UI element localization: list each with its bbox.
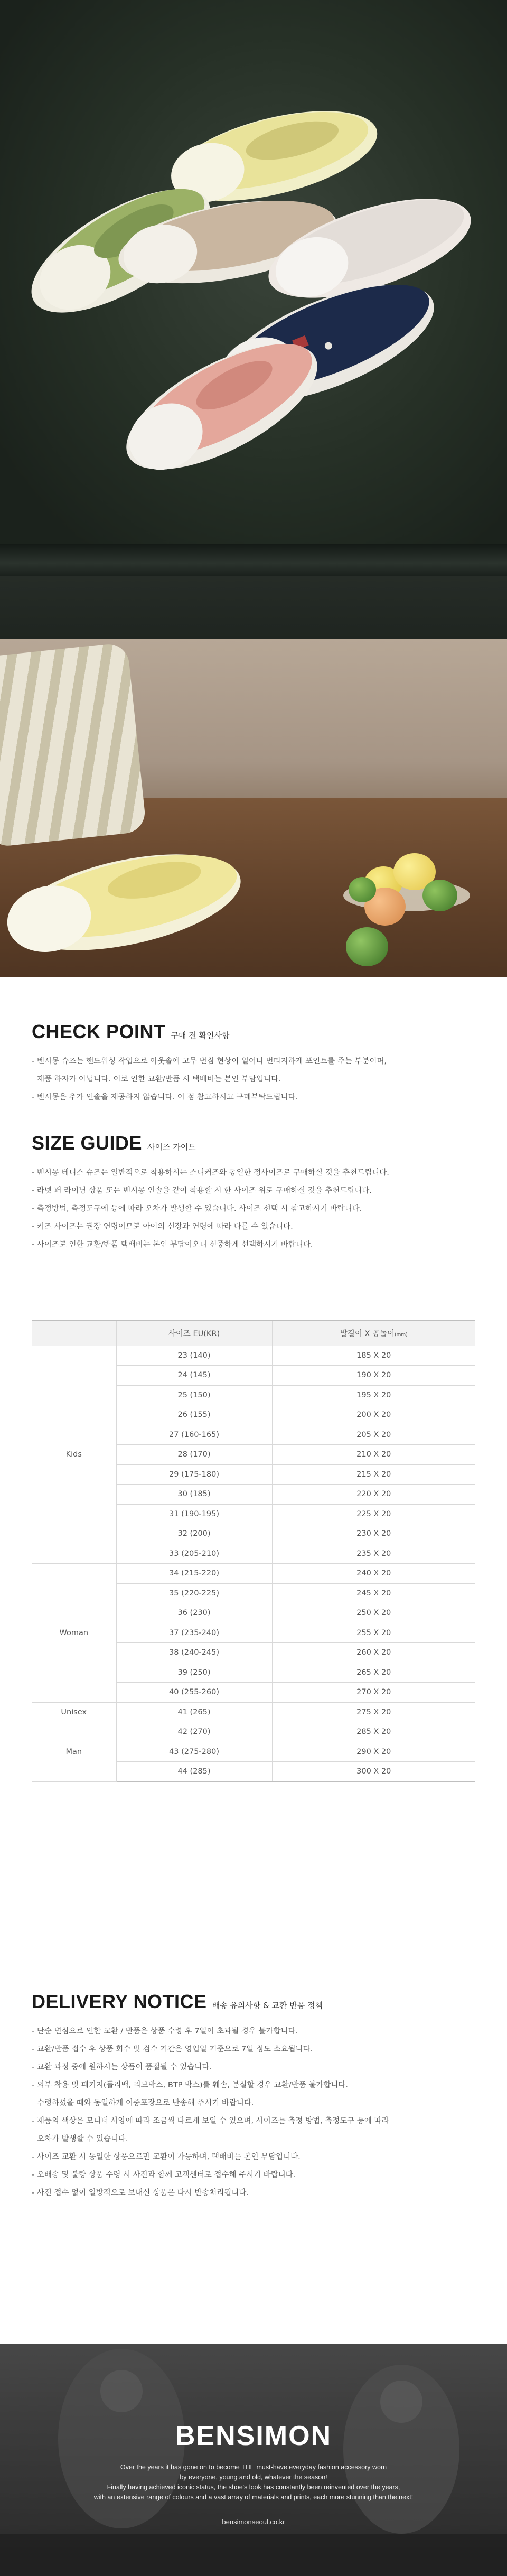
list-item: - 외부 착용 및 패키지(폴리백, 리브박스, BTP 박스)를 훼손, 분실할 경우 교환/반품 불가합니다. [32,2081,348,2089]
yellow-shoe-illustration [0,639,507,977]
size-cell: 28 (170) [116,1445,272,1465]
length-cell: 285 X 20 [272,1722,475,1742]
length-cell: 200 X 20 [272,1405,475,1425]
category-cell-man: Man [32,1722,116,1782]
list-item: - 키즈 사이즈는 권장 연령이므로 아이의 신장과 연령에 따라 다를 수 있습니다. [32,1222,293,1231]
product-photo-shoes-on-sofa [0,0,507,639]
length-cell: 260 X 20 [272,1643,475,1663]
product-photo-shoe-with-lemons [0,639,507,977]
brand-logo: BENSIMON [175,2421,332,2451]
size-cell: 27 (160-165) [116,1425,272,1445]
table-header-category [32,1320,116,1346]
foot-length-label: 발길이 X 공놀이 [340,1329,395,1338]
size-cell: 24 (145) [116,1366,272,1386]
size-guide-subtitle: 사이즈 가이드 [147,1142,196,1152]
length-cell: 240 X 20 [272,1564,475,1584]
size-cell: 32 (200) [116,1524,272,1544]
size-cell: 30 (185) [116,1485,272,1505]
list-item: 오차가 발생할 수 있습니다. [37,2135,128,2143]
length-cell: 245 X 20 [272,1583,475,1603]
size-cell: 43 (275-280) [116,1742,272,1762]
description-line: with an extensive range of colours and a vast array of materials and prints, each more stunning than the next! [93,2494,414,2501]
table-header-foot-length [272,1320,475,1346]
size-cell: 41 (265) [116,1702,272,1722]
description-line: by everyone, young and old, whatever the season! [180,2474,327,2481]
size-table-wrapper [0,1320,507,1991]
check-point-title: CHECK POINT [32,1021,166,1042]
length-cell: 210 X 20 [272,1445,475,1465]
foot-length-unit: (mm) [395,1332,408,1338]
table-row [32,1564,475,1584]
length-cell: 205 X 20 [272,1425,475,1445]
brand-description [0,2462,507,2503]
size-cell: 39 (250) [116,1663,272,1683]
size-cell: 42 (270) [116,1722,272,1742]
brand-footer-banner [0,2344,507,2576]
length-cell: 220 X 20 [272,1485,475,1505]
list-item: - 벤시몽 테니스 슈즈는 일반적으로 착용하시는 스니커즈와 동일한 정사이즈로 구매하실 것을 추천드립니다. [32,1169,389,1177]
check-point-subtitle: 구매 전 확인사항 [171,1031,230,1040]
size-cell: 37 (235-240) [116,1623,272,1643]
description-line: Over the years it has gone on to become THE must-have everyday fashion accessory worn [120,2463,387,2471]
delivery-notice-title: DELIVERY NOTICE [32,1991,207,2012]
length-cell: 255 X 20 [272,1623,475,1643]
delivery-notice-heading [32,1991,475,2013]
check-point-section [0,977,507,1116]
length-cell: 235 X 20 [272,1544,475,1564]
length-cell: 185 X 20 [272,1346,475,1366]
list-item: - 사이즈 교환 시 동일한 상품으로만 교환이 가능하며, 택배비는 본인 부담입니다. [32,2153,301,2161]
list-item: - 사이즈로 인한 교환/반품 택배비는 본인 부담이오니 신중하게 선택하시기 바랍니다. [32,1240,313,1249]
category-cell-woman: Woman [32,1564,116,1703]
description-line: Finally having achieved iconic status, the shoe's look has constantly been reinvented over the years, [107,2484,400,2491]
length-cell: 290 X 20 [272,1742,475,1762]
length-cell: 275 X 20 [272,1702,475,1722]
table-row [32,1346,475,1366]
table-row [32,1702,475,1722]
size-cell: 38 (240-245) [116,1643,272,1663]
check-point-list [32,1052,475,1106]
footer-overlay [0,2344,507,2576]
table-row [32,1722,475,1742]
size-cell: 33 (205-210) [116,1544,272,1564]
delivery-notice-subtitle: 배송 유의사항 & 교환 반품 정책 [212,2001,323,2010]
size-guide-list [32,1164,475,1254]
size-table [32,1320,475,1782]
length-cell: 225 X 20 [272,1504,475,1524]
list-item: - 벤시몽은 추가 인솔을 제공하지 않습니다. 이 점 참고하시고 구매부탁드립니다. [32,1093,298,1102]
size-cell: 31 (190-195) [116,1504,272,1524]
size-guide-section [0,1116,507,1320]
size-cell: 25 (150) [116,1385,272,1405]
size-cell: 29 (175-180) [116,1464,272,1485]
list-item: - 오배송 및 불량 상품 수령 시 사진과 함께 고객센터로 접수해 주시기 바랍니다. [32,2171,296,2179]
list-item: 제품 하자가 아닙니다. 이로 인한 교환/반품 시 택배비는 본인 부담입니다. [37,1075,281,1084]
list-item: - 제품의 색상은 모니터 사양에 따라 조금씩 다르게 보일 수 있으며, 사이즈는 측정 방법, 측정도구 등에 따라 [32,2117,389,2125]
size-cell: 36 (230) [116,1603,272,1623]
list-item: - 단순 변심으로 인한 교환 / 반품은 상품 수령 후 7일이 초과될 경우 불가합니다. [32,2027,298,2036]
brand-url-link[interactable]: bensimonseoul.co.kr [222,2518,285,2526]
size-guide-title: SIZE GUIDE [32,1132,143,1154]
length-cell: 300 X 20 [272,1762,475,1782]
list-item: - 교환/반품 접수 후 상품 회수 및 검수 기간은 영업일 기준으로 7일 정도 소요됩니다. [32,2045,313,2054]
size-cell: 40 (255-260) [116,1683,272,1703]
list-item: 수령하셨을 때와 동일하게 이중포장으로 반송해 주시기 바랍니다. [37,2099,254,2107]
length-cell: 215 X 20 [272,1464,475,1485]
category-cell-kids: Kids [32,1346,116,1564]
length-cell: 190 X 20 [272,1366,475,1386]
length-cell: 230 X 20 [272,1524,475,1544]
size-cell: 26 (155) [116,1405,272,1425]
list-item: - 교환 과정 중에 원하시는 상품이 품절될 수 있습니다. [32,2063,212,2071]
length-cell: 265 X 20 [272,1663,475,1683]
size-cell: 34 (215-220) [116,1564,272,1584]
length-cell: 270 X 20 [272,1683,475,1703]
shoes-illustration [0,0,507,639]
list-item: - 측정방법, 측정도구에 등에 따라 오차가 발생할 수 있습니다. 사이즈 선택 시 참고하시기 바랍니다. [32,1205,362,1213]
category-cell-unisex: Unisex [32,1702,116,1722]
table-header-row [32,1320,475,1346]
delivery-notice-list [32,2022,475,2202]
size-cell: 23 (140) [116,1346,272,1366]
list-item: - 벤시몽 슈즈는 핸드워싱 작업으로 아웃솔에 고무 번짐 현상이 일어나 번티지하게 포인트를 주는 부분이며, [32,1057,387,1066]
list-item: - 사전 접수 없이 일방적으로 보내신 상품은 다시 반송처리됩니다. [32,2189,249,2197]
length-cell: 250 X 20 [272,1603,475,1623]
table-header-size: 사이즈 EU(KR) [116,1320,272,1346]
check-point-heading [32,1021,475,1043]
size-cell: 35 (220-225) [116,1583,272,1603]
length-cell: 195 X 20 [272,1385,475,1405]
size-cell: 44 (285) [116,1762,272,1782]
delivery-notice-section [0,1991,507,2344]
size-guide-heading [32,1132,475,1154]
list-item: - 라넷 퍼 라이닝 상품 또는 벤시몽 인솔을 같이 착용할 시 한 사이즈 위로 구매하실 것을 추천드립니다. [32,1187,372,1195]
